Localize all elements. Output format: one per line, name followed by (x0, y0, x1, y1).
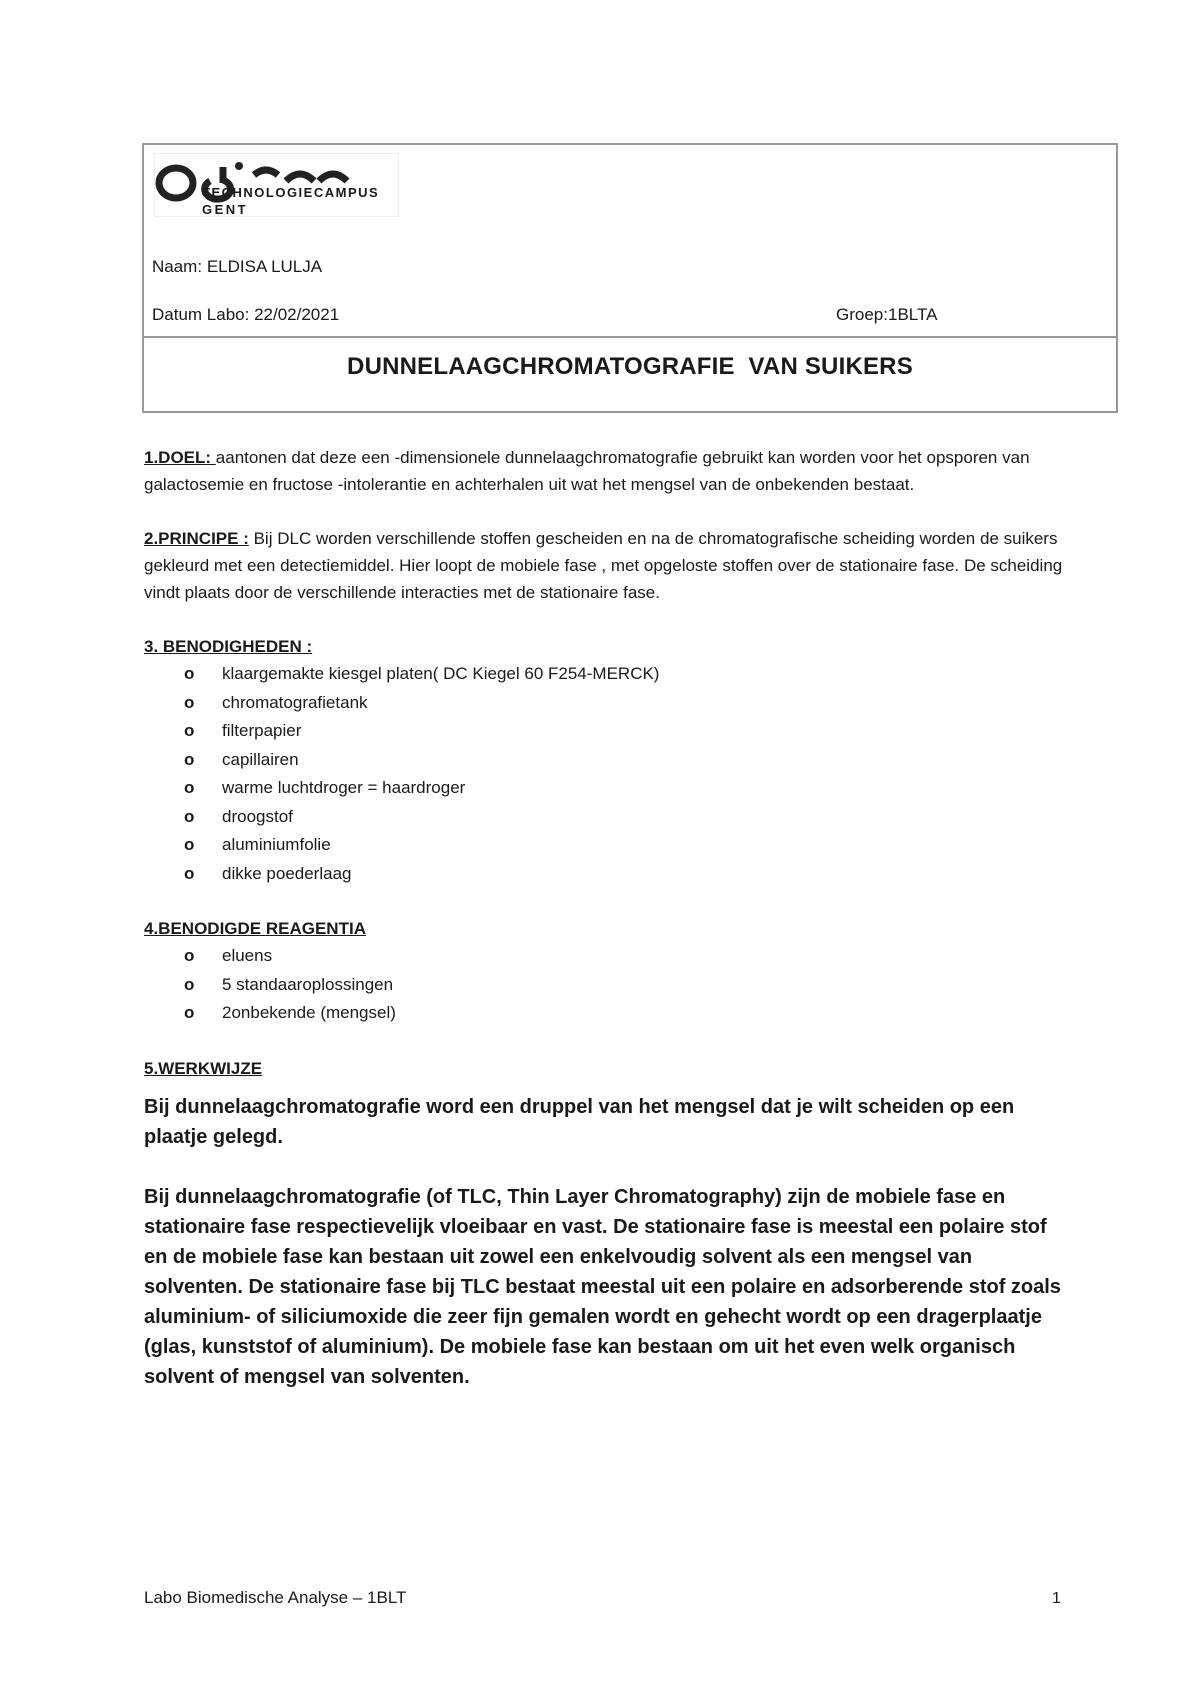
bullet-icon: o (184, 749, 195, 769)
list-item (144, 999, 1074, 1028)
bullet-icon: o (184, 835, 195, 854)
group-line (836, 305, 937, 325)
list-item (144, 717, 1074, 746)
list-item (144, 831, 1074, 860)
doel-heading: 1.DOEL: (144, 448, 216, 467)
bullet-icon: o (184, 806, 195, 826)
logo-line-2: GENT (202, 202, 249, 217)
group-label: Groep: (836, 305, 888, 324)
footer-course: Labo Biomedische Analyse – 1BLT (144, 1588, 407, 1607)
list-item (144, 942, 1074, 971)
header-box (142, 143, 1118, 413)
principe-heading: 2.PRINCIPE : (144, 529, 249, 548)
section-benodigheden (144, 633, 1074, 888)
bullet-icon: o (184, 974, 195, 994)
werkwijze-paragraph-1: Bij dunnelaagchromatografie word een druppel van het mengsel dat je wilt scheiden op een plaatje gelegd. (144, 1095, 1015, 1148)
bullet-icon: o (184, 721, 195, 740)
list-item (144, 803, 1074, 832)
date-value: 22/02/2021 (254, 305, 340, 324)
section-principe (144, 525, 1074, 606)
list-item-text: capillairen (222, 749, 299, 769)
bullet-icon: o (184, 778, 195, 797)
logo-line-1: TECHNOLOGIECAMPUS (202, 185, 380, 200)
list-item-text: dikke poederlaag (222, 863, 352, 883)
section-reagentia (144, 915, 1074, 1028)
benodigheden-list (144, 660, 1074, 888)
bullet-icon: o (184, 946, 195, 965)
reagentia-list (144, 942, 1074, 1028)
werkwijze-body (144, 1092, 1074, 1392)
list-item-text: chromatografietank (222, 692, 368, 712)
principe-text: Bij DLC worden verschillende stoffen gescheiden en na de chromatografische scheiding worden de suikers gekleurd met een detectiemiddel. Hier loopt de mobiele fase , met opgeloste stoffen over de stationaire fase. De scheiding vindt plaats door de verschillende interacties met de stationaire fase. (144, 529, 1063, 602)
name-label: Naam: (152, 257, 203, 276)
reagentia-heading: 4.BENODIGDE REAGENTIA (144, 919, 366, 938)
section-werkwijze (144, 1055, 1074, 1392)
name-value: ELDISA LULJA (206, 257, 323, 276)
document-body (144, 444, 1074, 1422)
name-line (152, 257, 322, 277)
bullet-icon: o (184, 664, 195, 683)
werkwijze-paragraph-2: Bij dunnelaagchromatografie (of TLC, Thin Layer Chromatography) zijn de mobiele fase en stationaire fase respectievelijk vloeibaar en vast. De stationaire fase is meestal een polaire stof en de mobiele fase kan bestaan uit zowel een enkelvoudig solvent als een mengsel van solventen. De stationaire fase bij TLC bestaat meestal uit een polaire en adsorberende stof zoals aluminium- of siliciumoxide die zeer fijn gemalen wordt en gehecht wordt op een dragerplaatje (glas, kunststof of aluminium). De mobiele fase kan bestaan om uit het even welk organisch solvent of mengsel van solventen. (144, 1185, 1061, 1388)
footer-page-number: 1 (1052, 1590, 1061, 1607)
werkwijze-heading: 5.WERKWIJZE (144, 1058, 263, 1078)
list-item (144, 860, 1074, 889)
doel-text: aantonen dat deze een -dimensionele dunnelaagchromatografie gebruikt kan worden voor het opsporen van galactosemie en fructose -intolerantie en achterhalen uit wat het mengsel van de onbekenden bestaat. (144, 448, 1030, 494)
list-item (144, 660, 1074, 689)
document-title: DUNNELAAGCHROMATOGRAFIE VAN SUIKERS (347, 353, 913, 380)
list-item-text: filterpapier (222, 721, 302, 740)
list-item-text: eluens (222, 946, 273, 965)
date-line (152, 305, 339, 325)
list-item-text: droogstof (222, 806, 293, 826)
date-label: Datum Labo: (152, 305, 250, 324)
odisee-logo (154, 153, 399, 217)
list-item (144, 746, 1074, 775)
list-item-text: aluminiumfolie (222, 835, 331, 854)
list-item (144, 774, 1074, 803)
list-item (144, 971, 1074, 1000)
section-doel (144, 444, 1074, 498)
list-item-text: klaargemakte kiesgel platen( DC Kiegel 60 F254-MERCK) (222, 664, 660, 683)
bullet-icon: o (184, 692, 195, 712)
benodigheden-heading: 3. BENODIGHEDEN : (144, 637, 313, 656)
header-divider (144, 336, 1116, 338)
list-item-text: 5 standaaroplossingen (222, 974, 394, 994)
list-item-text: warme luchtdroger = haardroger (222, 778, 466, 797)
list-item-text: 2onbekende (mengsel) (222, 1003, 396, 1022)
bullet-icon: o (184, 1003, 195, 1022)
bullet-icon: o (184, 863, 195, 883)
group-value: 1BLTA (887, 305, 938, 324)
list-item (144, 689, 1074, 718)
